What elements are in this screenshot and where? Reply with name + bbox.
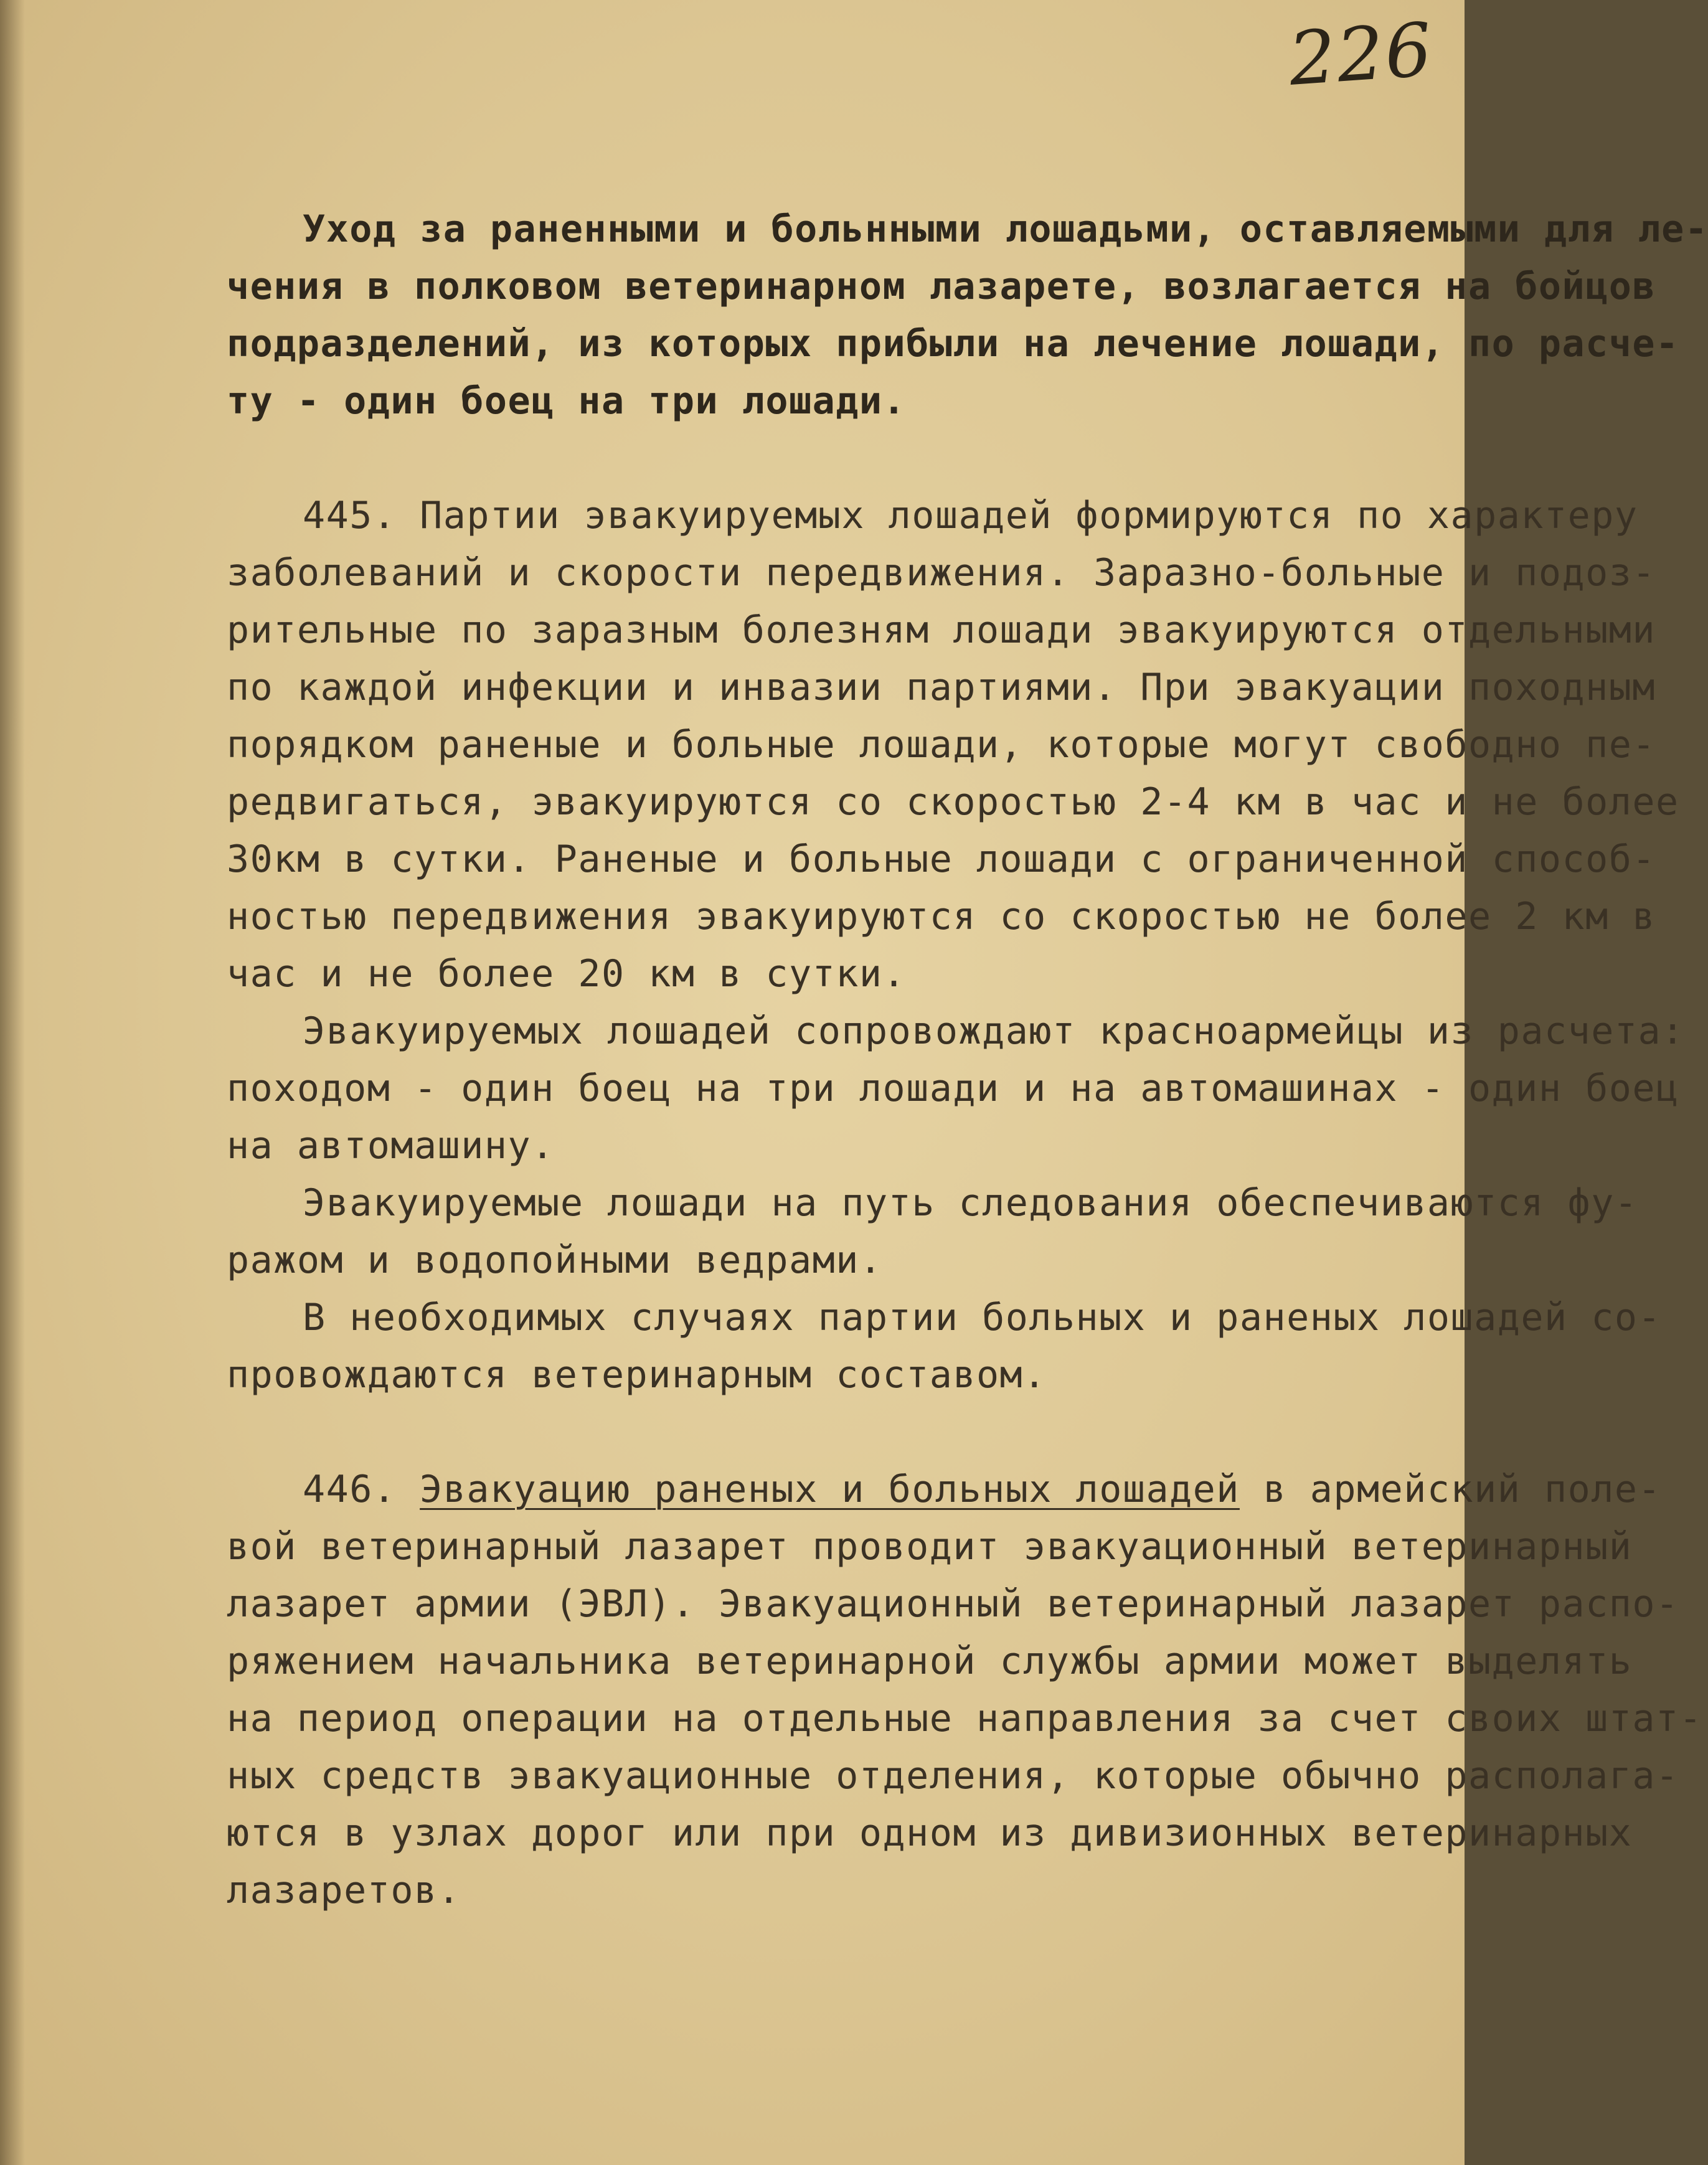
page-number: 226 [1286, 6, 1436, 102]
text-line: ражом и водопойными ведрами. [227, 1238, 883, 1282]
text-line: 445. Партии эвакуируемых лошадей формируются по характеру [303, 494, 1638, 537]
paragraph-number: 446. [303, 1468, 397, 1511]
text-line: на период операции на отдельные направления за счет своих штат- [227, 1697, 1703, 1740]
text-line: редвигаться, эвакуируются со скоростью 2-4 км в час и не более [227, 780, 1679, 824]
text-line: подразделений, из которых прибыли на лечение лошади, по расче- [227, 322, 1679, 366]
text-line: провождаются ветеринарным составом. [227, 1353, 1047, 1397]
text-line: ных средств эвакуационные отделения, которые обычно располага- [227, 1754, 1679, 1798]
text-line: Эвакуируемых лошадей сопровождают красноармейцы из расчета: [303, 1009, 1685, 1053]
page-edge-shadow [0, 0, 25, 2165]
text-line: ются в узлах дорог или при одном из дивизионных ветеринарных [227, 1811, 1633, 1855]
text-line: ту - один боец на три лошади. [227, 379, 907, 423]
text-line: порядком раненые и больные лошади, которые могут свободно пе- [227, 723, 1656, 766]
text-line: рительные по заразным болезням лошади эвакуируются отдельными [227, 608, 1656, 652]
text-line: лазарет армии (ЭВЛ). Эвакуационный ветеринарный лазарет распо- [227, 1582, 1679, 1626]
text-line: заболеваний и скорости передвижения. Заразно-больные и подоз- [227, 551, 1656, 595]
text-line: чения в полковом ветеринарном лазарете, возлагается на бойцов [227, 265, 1656, 308]
text-line: по каждой инфекции и инвазии партиями. При эвакуации походным [227, 666, 1656, 709]
text-line: В необходимых случаях партии больных и раненых лошадей со- [303, 1296, 1662, 1339]
text-line: 30км в сутки. Раненые и больные лошади с ограниченной способ- [227, 837, 1656, 881]
text-line-first-446 [303, 1468, 1662, 1511]
text-line: лазаретов. [227, 1869, 461, 1912]
text-line: ностью передвижения эвакуируются со скоростью не более 2 км в [227, 895, 1656, 938]
text-line: Эвакуируемые лошади на путь следования обеспечиваются фу- [303, 1181, 1638, 1225]
text-line: Уход за раненными и больнными лошадьми, оставляемыми для ле- [303, 207, 1708, 251]
text-line: час и не более 20 км в сутки. [227, 952, 907, 996]
text-fragment: в армейский поле- [1263, 1468, 1662, 1511]
text-line: на автомашину. [227, 1124, 555, 1167]
text-line: вой ветеринарный лазарет проводит эвакуационный ветеринарный [227, 1525, 1633, 1568]
text-line: походом - один боец на три лошади и на автомашинах - один боец [227, 1067, 1679, 1110]
text-line: ряжением начальника ветеринарной службы армии может выделять [227, 1639, 1633, 1683]
underlined-phrase: Эвакуацию раненых и больных лошадей [420, 1468, 1240, 1511]
